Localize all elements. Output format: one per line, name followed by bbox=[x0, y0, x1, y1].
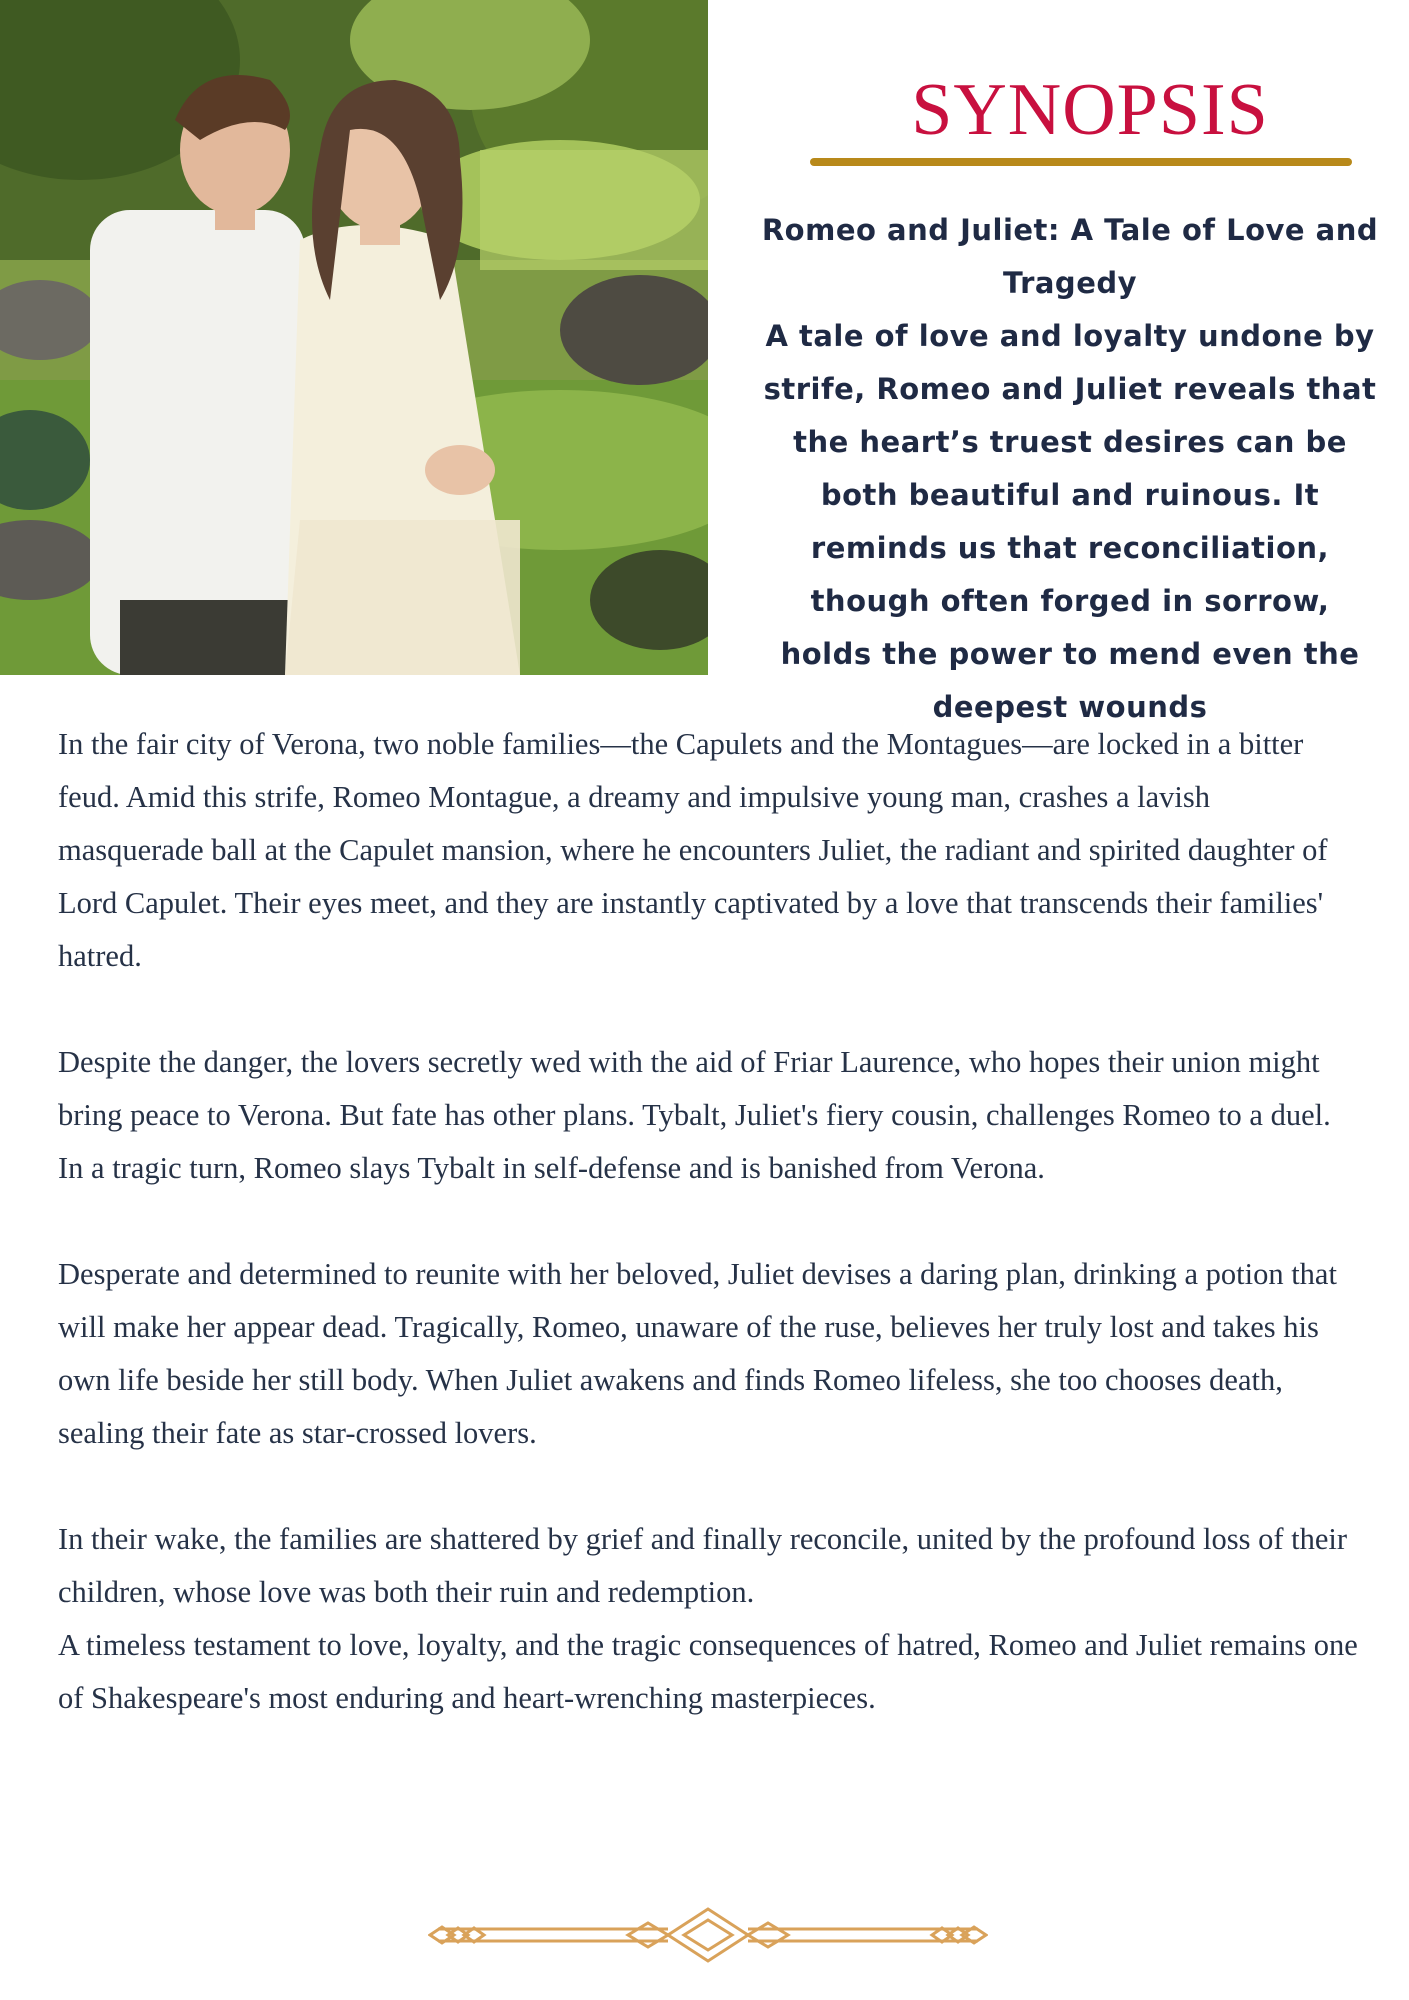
synopsis-body bbox=[58, 718, 1358, 1725]
tagline-block bbox=[760, 204, 1380, 734]
tagline-heading: Romeo and Juliet: A Tale of Love and Tragedy bbox=[761, 213, 1379, 300]
synopsis-paragraph-1: In the fair city of Verona, two noble families—the Capulets and the Montagues—are locked in a bitter feud. Amid this strife, Romeo Montague, a dreamy and impulsive young man, crashes a lavish masquerade ball at the Capulet mansion, where he encounters Juliet, the radiant and spirited daughter of Lord Capulet. Their eyes meet, and they are instantly captivated by a love that transcends their families' hatred. bbox=[58, 727, 1328, 973]
tagline-text: A tale of love and loyalty undone by strife, Romeo and Juliet reveals that the heart’s truest desires can be both beautiful and ruinous. It reminds us that reconciliation, though often forged in sorrow, holds the power to mend even the deepest wounds bbox=[763, 319, 1377, 724]
cast-photo-illustration bbox=[0, 0, 708, 675]
synopsis-paragraph-4: In their wake, the families are shattered by grief and finally reconcile, united by the profound loss of their children, whose love was both their ruin and redemption. bbox=[58, 1522, 1348, 1609]
cast-photo bbox=[0, 0, 708, 675]
synopsis-paragraph-2: Despite the danger, the lovers secretly wed with the aid of Friar Laurence, who hopes their union might bring peace to Verona. But fate has other plans. Tybalt, Juliet's fiery cousin, challenges Romeo to a duel. In a tragic turn, Romeo slays Tybalt in self-defense and is banished from Verona. bbox=[58, 1045, 1331, 1185]
synopsis-paragraph-5: A timeless testament to love, loyalty, and the tragic consequences of hatred, Romeo and Juliet remains one of Shakespeare's most enduring and heart-wrenching masterpieces. bbox=[58, 1628, 1358, 1715]
synopsis-paragraph-3: Desperate and determined to reunite with her beloved, Juliet devises a daring plan, drinking a potion that will make her appear dead. Tragically, Romeo, unaware of the ruse, believes her truly lost and takes his own life beside her still body. When Juliet awakens and finds Romeo lifeless, she too chooses death, sealing their fate as star-crossed lovers. bbox=[58, 1257, 1337, 1450]
title-underline bbox=[810, 158, 1352, 166]
art-deco-divider-icon bbox=[428, 1905, 988, 1965]
page-title: SYNOPSIS bbox=[911, 69, 1269, 151]
